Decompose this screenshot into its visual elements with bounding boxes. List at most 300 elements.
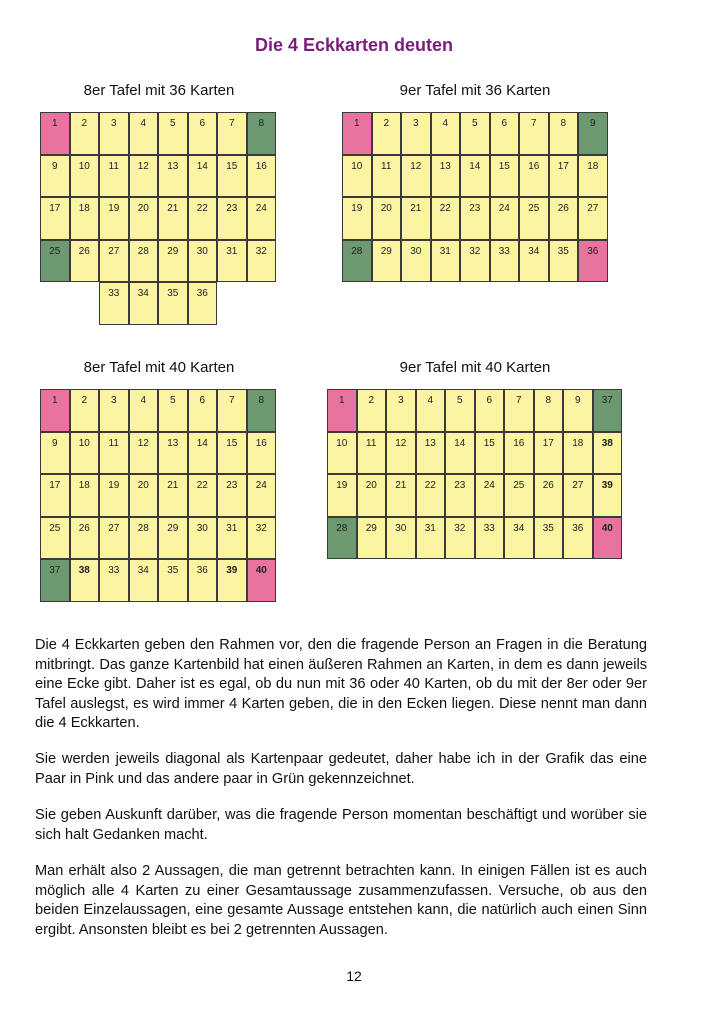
card-cell bbox=[99, 517, 129, 560]
card-cell bbox=[99, 474, 129, 517]
card-cell bbox=[504, 389, 534, 432]
card-number: 19 bbox=[336, 480, 348, 491]
card-cell bbox=[475, 474, 505, 517]
card-number: 40 bbox=[255, 565, 267, 576]
card-number: 18 bbox=[78, 203, 90, 214]
grid-title-8er-40: 8er Tafel mit 40 Karten bbox=[83, 359, 235, 376]
card-cell bbox=[70, 240, 100, 283]
card-number: 24 bbox=[255, 480, 267, 491]
card-cell bbox=[372, 240, 402, 283]
card-cell bbox=[40, 474, 70, 517]
card-number: 15 bbox=[226, 160, 238, 172]
card-cell bbox=[70, 389, 100, 432]
card-cell bbox=[357, 517, 387, 560]
card-cell bbox=[188, 112, 218, 155]
card-number: 32 bbox=[454, 522, 466, 534]
paragraph-3: Sie geben Auskunft darüber, was die fragende Person momentan beschäftigt und worüber sie sich halt Gedanken macht. bbox=[35, 807, 647, 843]
card-number: 2 bbox=[81, 395, 88, 406]
card-cell bbox=[460, 112, 490, 155]
card-number: 21 bbox=[410, 203, 422, 214]
card-number: 18 bbox=[587, 160, 599, 172]
card-number: 27 bbox=[587, 203, 599, 214]
card-number: 9 bbox=[589, 118, 596, 129]
card-cell bbox=[386, 517, 416, 560]
card-cell bbox=[99, 559, 129, 602]
card-number: 26 bbox=[78, 245, 90, 257]
card-cell bbox=[188, 432, 218, 475]
card-cell bbox=[534, 517, 564, 560]
card-number: 7 bbox=[515, 395, 522, 406]
grid-title-9er-40: 9er Tafel mit 40 Karten bbox=[399, 359, 551, 376]
card-number: 24 bbox=[255, 203, 267, 214]
card-number: 21 bbox=[395, 480, 407, 491]
card-cell bbox=[593, 389, 623, 432]
card-number: 12 bbox=[137, 437, 149, 449]
card-number: 6 bbox=[501, 118, 508, 129]
card-number: 4 bbox=[442, 118, 449, 129]
card-number: 32 bbox=[255, 522, 267, 534]
card-cell bbox=[129, 112, 159, 155]
card-number: 8 bbox=[258, 395, 265, 406]
card-cell bbox=[129, 517, 159, 560]
card-number: 18 bbox=[572, 437, 584, 449]
card-number: 6 bbox=[486, 395, 493, 406]
card-cell bbox=[247, 517, 277, 560]
card-number: 16 bbox=[255, 437, 267, 449]
card-cell bbox=[129, 432, 159, 475]
card-cell bbox=[475, 389, 505, 432]
card-cell bbox=[158, 474, 188, 517]
card-number: 3 bbox=[110, 118, 117, 129]
card-number: 22 bbox=[196, 203, 208, 214]
card-cell bbox=[416, 432, 446, 475]
card-number: 34 bbox=[528, 245, 540, 257]
card-cell bbox=[460, 197, 490, 240]
card-number: 3 bbox=[110, 395, 117, 406]
card-cell bbox=[70, 559, 100, 602]
card-number: 35 bbox=[542, 522, 554, 534]
card-cell bbox=[431, 112, 461, 155]
card-number: 11 bbox=[381, 160, 392, 172]
card-cell bbox=[70, 432, 100, 475]
card-number: 13 bbox=[424, 437, 436, 449]
card-number: 34 bbox=[137, 565, 149, 576]
card-number: 29 bbox=[365, 522, 377, 534]
card-number: 27 bbox=[108, 245, 120, 257]
card-cell bbox=[217, 474, 247, 517]
card-cell bbox=[549, 155, 579, 198]
card-number: 11 bbox=[108, 437, 119, 449]
card-cell bbox=[188, 282, 218, 325]
card-cell bbox=[99, 112, 129, 155]
card-cell bbox=[357, 432, 387, 475]
card-number: 38 bbox=[601, 437, 613, 449]
card-number: 36 bbox=[572, 522, 584, 534]
card-number: 25 bbox=[513, 480, 525, 491]
card-cell bbox=[327, 517, 357, 560]
card-number: 36 bbox=[196, 565, 208, 576]
card-number: 14 bbox=[469, 160, 481, 172]
card-cell bbox=[460, 155, 490, 198]
card-number: 24 bbox=[498, 203, 510, 214]
card-number: 24 bbox=[483, 480, 495, 491]
card-number: 5 bbox=[456, 395, 463, 406]
card-number: 16 bbox=[255, 160, 267, 172]
card-number: 4 bbox=[140, 118, 147, 129]
card-number: 39 bbox=[226, 565, 238, 576]
card-cell bbox=[158, 282, 188, 325]
card-cell bbox=[475, 517, 505, 560]
card-cell bbox=[416, 517, 446, 560]
card-cell bbox=[593, 474, 623, 517]
card-number: 15 bbox=[483, 437, 495, 449]
card-cell bbox=[158, 517, 188, 560]
card-cell bbox=[217, 155, 247, 198]
card-number: 35 bbox=[557, 245, 569, 257]
card-grid-9er-40 bbox=[327, 389, 622, 559]
card-cell bbox=[129, 559, 159, 602]
card-cell bbox=[247, 112, 277, 155]
card-number: 33 bbox=[498, 245, 510, 257]
card-number: 14 bbox=[196, 437, 208, 449]
card-number: 22 bbox=[196, 480, 208, 491]
card-number: 18 bbox=[78, 480, 90, 491]
card-number: 31 bbox=[439, 245, 451, 257]
card-cell bbox=[534, 474, 564, 517]
card-cell bbox=[99, 240, 129, 283]
paragraph-4: Man erhält also 2 Aussagen, die man getrennt betrachten kann. In einigen Fällen ist es auch möglich alle 4 Karten zu einer Gesamtaussage zusammenzufassen. Versuche, ob aus den beiden Einzelaussagen, eine gesamte Aussage entstehen kann, die natürlich auch einen Sinn ergibt. Ansonsten bleibt es bei 2 getrennten Aussagen. bbox=[35, 863, 647, 938]
card-number: 33 bbox=[483, 522, 495, 534]
card-cell bbox=[431, 197, 461, 240]
card-cell bbox=[445, 517, 475, 560]
card-cell bbox=[327, 389, 357, 432]
card-number: 30 bbox=[196, 245, 208, 257]
card-cell bbox=[247, 197, 277, 240]
card-number: 25 bbox=[49, 522, 61, 534]
card-cell bbox=[158, 155, 188, 198]
card-cell bbox=[158, 240, 188, 283]
card-number: 4 bbox=[427, 395, 434, 406]
card-cell bbox=[217, 240, 247, 283]
card-number: 10 bbox=[78, 160, 90, 172]
grid-title-9er-36: 9er Tafel mit 36 Karten bbox=[399, 82, 551, 99]
card-cell bbox=[401, 155, 431, 198]
card-cell bbox=[342, 155, 372, 198]
card-cell bbox=[460, 240, 490, 283]
card-cell bbox=[188, 559, 218, 602]
card-grid-9er-36 bbox=[342, 112, 608, 282]
card-cell bbox=[40, 240, 70, 283]
card-cell bbox=[99, 389, 129, 432]
card-number: 30 bbox=[196, 522, 208, 534]
card-cell bbox=[431, 240, 461, 283]
card-cell bbox=[563, 517, 593, 560]
card-cell bbox=[158, 432, 188, 475]
card-cell bbox=[401, 112, 431, 155]
card-cell bbox=[431, 155, 461, 198]
card-number: 5 bbox=[169, 395, 176, 406]
card-number: 22 bbox=[424, 480, 436, 491]
card-cell bbox=[188, 240, 218, 283]
card-cell bbox=[519, 197, 549, 240]
card-number: 14 bbox=[454, 437, 466, 449]
card-cell bbox=[99, 197, 129, 240]
card-cell bbox=[158, 559, 188, 602]
card-cell bbox=[70, 197, 100, 240]
card-cell bbox=[386, 474, 416, 517]
card-cell bbox=[40, 155, 70, 198]
card-number: 12 bbox=[137, 160, 149, 172]
card-number: 6 bbox=[199, 118, 206, 129]
card-number: 15 bbox=[498, 160, 510, 172]
card-number: 1 bbox=[51, 395, 58, 406]
card-cell bbox=[372, 112, 402, 155]
card-number: 25 bbox=[49, 245, 61, 257]
card-cell bbox=[188, 197, 218, 240]
card-number: 5 bbox=[169, 118, 176, 129]
card-cell bbox=[357, 389, 387, 432]
card-cell bbox=[99, 155, 129, 198]
card-number: 17 bbox=[542, 437, 554, 449]
card-cell bbox=[563, 432, 593, 475]
card-number: 3 bbox=[397, 395, 404, 406]
card-cell bbox=[342, 197, 372, 240]
card-cell bbox=[563, 389, 593, 432]
card-cell bbox=[534, 389, 564, 432]
card-cell bbox=[40, 517, 70, 560]
card-number: 19 bbox=[108, 203, 120, 214]
card-number: 20 bbox=[137, 203, 149, 214]
card-number: 17 bbox=[49, 203, 61, 214]
card-number: 8 bbox=[258, 118, 265, 129]
card-number: 20 bbox=[365, 480, 377, 491]
card-number: 3 bbox=[412, 118, 419, 129]
card-cell bbox=[504, 432, 534, 475]
card-number: 17 bbox=[557, 160, 569, 172]
card-number: 23 bbox=[454, 480, 466, 491]
card-cell bbox=[549, 240, 579, 283]
card-cell bbox=[357, 474, 387, 517]
card-cell bbox=[40, 112, 70, 155]
card-cell bbox=[129, 282, 159, 325]
card-number: 35 bbox=[167, 565, 179, 576]
card-number: 29 bbox=[167, 245, 179, 257]
card-number: 21 bbox=[167, 203, 179, 214]
page-number: 12 bbox=[346, 968, 362, 984]
card-cell bbox=[247, 240, 277, 283]
card-number: 30 bbox=[410, 245, 422, 257]
card-cell bbox=[563, 474, 593, 517]
page-title: Die 4 Eckkarten deuten bbox=[254, 35, 454, 55]
card-grid-8er-40 bbox=[40, 389, 276, 602]
card-cell bbox=[217, 389, 247, 432]
card-cell bbox=[129, 197, 159, 240]
card-cell bbox=[188, 389, 218, 432]
card-cell bbox=[593, 432, 623, 475]
card-number: 28 bbox=[351, 245, 363, 257]
card-cell bbox=[158, 197, 188, 240]
card-number: 37 bbox=[601, 395, 613, 406]
card-cell bbox=[217, 197, 247, 240]
card-number: 11 bbox=[108, 160, 119, 172]
card-cell bbox=[188, 474, 218, 517]
card-cell bbox=[40, 197, 70, 240]
card-cell bbox=[40, 559, 70, 602]
card-number: 9 bbox=[51, 160, 58, 172]
card-cell bbox=[217, 432, 247, 475]
card-number: 40 bbox=[601, 522, 613, 534]
card-number: 16 bbox=[513, 437, 525, 449]
card-number: 20 bbox=[137, 480, 149, 491]
card-number: 2 bbox=[368, 395, 375, 406]
card-number: 14 bbox=[196, 160, 208, 172]
card-cell bbox=[534, 432, 564, 475]
card-grid-8er-36 bbox=[40, 112, 276, 325]
card-number: 19 bbox=[351, 203, 363, 214]
card-number: 32 bbox=[469, 245, 481, 257]
card-cell bbox=[490, 240, 520, 283]
card-number: 37 bbox=[49, 565, 61, 576]
card-cell bbox=[445, 389, 475, 432]
card-cell bbox=[475, 432, 505, 475]
card-number: 30 bbox=[395, 522, 407, 534]
card-number: 31 bbox=[226, 522, 238, 534]
card-number: 2 bbox=[81, 118, 88, 129]
card-cell bbox=[386, 389, 416, 432]
card-cell bbox=[327, 432, 357, 475]
card-number: 9 bbox=[574, 395, 581, 406]
card-number: 15 bbox=[226, 437, 238, 449]
card-cell bbox=[342, 112, 372, 155]
card-cell bbox=[519, 112, 549, 155]
card-number: 19 bbox=[108, 480, 120, 491]
card-cell bbox=[578, 197, 608, 240]
card-cell bbox=[70, 517, 100, 560]
card-number: 23 bbox=[469, 203, 481, 214]
card-cell bbox=[217, 559, 247, 602]
card-cell bbox=[70, 474, 100, 517]
card-number: 17 bbox=[49, 480, 61, 491]
card-number: 9 bbox=[51, 437, 58, 449]
card-cell bbox=[247, 559, 277, 602]
card-cell bbox=[247, 432, 277, 475]
card-number: 27 bbox=[108, 522, 120, 534]
card-cell bbox=[342, 240, 372, 283]
card-number: 35 bbox=[167, 288, 179, 299]
card-cell bbox=[158, 112, 188, 155]
card-cell bbox=[416, 474, 446, 517]
paragraph-1: Die 4 Eckkarten geben den Rahmen vor, den die fragende Person an Fragen in die Beratung mitbringt. Das ganze Kartenbild hat einen äußeren Rahmen an Karten, in dem es dann jeweils eine Ecke gibt. Daher ist es egal, ob du nun mit 36 oder 40 Karten, ob du mit der 8er oder 9er Tafel auslegst, es wird immer 4 Karten geben, die in den Ecken liegen. Diese nennt man dann die 4 Eckkarten. bbox=[35, 637, 647, 731]
card-number: 23 bbox=[226, 480, 238, 491]
card-number: 8 bbox=[560, 118, 567, 129]
card-number: 39 bbox=[601, 480, 613, 491]
card-number: 12 bbox=[395, 437, 407, 449]
card-number: 8 bbox=[545, 395, 552, 406]
card-cell bbox=[372, 155, 402, 198]
card-number: 29 bbox=[167, 522, 179, 534]
card-cell bbox=[129, 155, 159, 198]
card-number: 2 bbox=[383, 118, 390, 129]
card-number: 5 bbox=[471, 118, 478, 129]
card-number: 31 bbox=[226, 245, 238, 257]
card-number: 34 bbox=[513, 522, 525, 534]
card-cell bbox=[70, 155, 100, 198]
card-number: 13 bbox=[167, 160, 179, 172]
card-cell bbox=[401, 197, 431, 240]
card-cell bbox=[40, 389, 70, 432]
card-number: 7 bbox=[228, 395, 235, 406]
card-cell bbox=[519, 240, 549, 283]
card-number: 7 bbox=[228, 118, 235, 129]
card-cell bbox=[129, 474, 159, 517]
card-number: 38 bbox=[78, 565, 90, 576]
card-cell bbox=[549, 112, 579, 155]
card-cell bbox=[99, 282, 129, 325]
card-number: 23 bbox=[226, 203, 238, 214]
card-number: 20 bbox=[380, 203, 392, 214]
card-cell bbox=[593, 517, 623, 560]
card-cell bbox=[490, 155, 520, 198]
grid-title-8er-36: 8er Tafel mit 36 Karten bbox=[83, 82, 235, 99]
card-number: 28 bbox=[137, 245, 149, 257]
card-number: 13 bbox=[167, 437, 179, 449]
card-cell bbox=[372, 197, 402, 240]
card-cell bbox=[416, 389, 446, 432]
card-number: 7 bbox=[530, 118, 537, 129]
card-cell bbox=[327, 474, 357, 517]
card-cell bbox=[99, 432, 129, 475]
card-cell bbox=[490, 197, 520, 240]
card-cell bbox=[188, 155, 218, 198]
card-number: 26 bbox=[542, 480, 554, 491]
card-number: 22 bbox=[439, 203, 451, 214]
card-number: 16 bbox=[528, 160, 540, 172]
card-number: 31 bbox=[424, 522, 436, 534]
card-cell bbox=[578, 240, 608, 283]
card-number: 1 bbox=[338, 395, 345, 406]
card-number: 33 bbox=[108, 565, 120, 576]
card-cell bbox=[70, 112, 100, 155]
card-number: 26 bbox=[557, 203, 569, 214]
card-cell bbox=[490, 112, 520, 155]
card-cell bbox=[445, 432, 475, 475]
card-number: 33 bbox=[108, 288, 120, 299]
card-number: 11 bbox=[366, 437, 377, 449]
card-cell bbox=[158, 389, 188, 432]
card-cell bbox=[188, 517, 218, 560]
card-cell bbox=[217, 112, 247, 155]
card-number: 34 bbox=[137, 288, 149, 299]
card-number: 10 bbox=[351, 160, 363, 172]
card-number: 27 bbox=[572, 480, 584, 491]
card-cell bbox=[549, 197, 579, 240]
card-number: 21 bbox=[167, 480, 179, 491]
card-number: 4 bbox=[140, 395, 147, 406]
card-number: 13 bbox=[439, 160, 451, 172]
card-number: 1 bbox=[51, 118, 58, 129]
card-cell bbox=[519, 155, 549, 198]
card-number: 10 bbox=[78, 437, 90, 449]
paragraph-2: Sie werden jeweils diagonal als Kartenpaar gedeutet, daher habe ich in der Grafik das eine Paar in Pink und das andere paar in Grün gekennzeichnet. bbox=[35, 751, 647, 787]
card-cell bbox=[578, 112, 608, 155]
card-cell bbox=[247, 155, 277, 198]
card-cell bbox=[129, 240, 159, 283]
card-number: 29 bbox=[380, 245, 392, 257]
card-cell bbox=[247, 389, 277, 432]
card-number: 32 bbox=[255, 245, 267, 257]
card-cell bbox=[578, 155, 608, 198]
card-cell bbox=[247, 474, 277, 517]
